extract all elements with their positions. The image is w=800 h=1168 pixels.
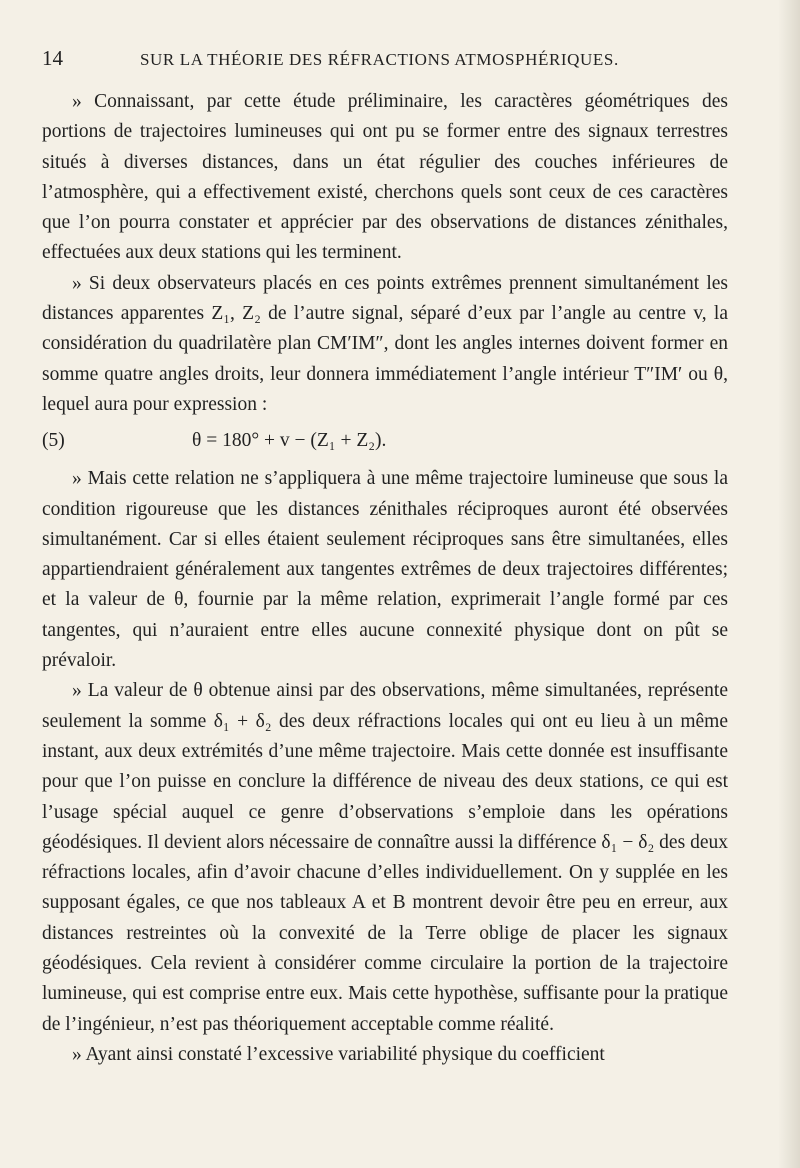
- paragraph-5: » Ayant ainsi constaté l’excessive variabilité physique du coefficient: [72, 1043, 605, 1065]
- paragraph-4: » La valeur de θ obtenue ainsi par des observations, même simultanées, représente seulement la somme δ₁ + δ₂ des deux réfractions locales qui ont eu lieu à un même instant, aux deux extrémités d’une même trajectoire. Mais cette donnée est insuffisante pour que l’on puisse en conclure la différence de niveau des deux stations, ce qui est l’usage spécial auquel ce genre d’observations s’emploie dans les opérations géodésiques. Il devient alors nécessaire de connaître aussi la différence δ₁ − δ₂ des deux réfractions locales, afin d’avoir chacune d’elles individuellement. On y supplée en les supposant égales, ce que nos tableaux A et B montrent devoir être peu en erreur, aux distances restreintes où la convexité de la Terre oblige de placer les signaux géodésiques. Cela revient à considérer comme circulaire la portion de la trajectoire lumineuse, qui est comprise entre eux. Mais cette hypothèse, suffisante pour la pratique de l’ingénieur, n’est pas théoriquement acceptable comme réalité.: [42, 680, 728, 1035]
- page-number: 14: [42, 46, 63, 70]
- paragraph-3: » Mais cette relation ne s’appliquera à une même trajectoire lumineuse que sous la condition rigoureuse que les distances zénithales réciproques auront été observées simultanément. Car si elles étaient seulement réciproques sans être simultanées, elles appartiendraient généralement aux tangentes extrêmes de deux trajectoires différentes; et la valeur de θ, fournie par la même relation, exprimerait l’angle formé par ces tangentes, qui n’auraient entre elles aucune connexité physique dont on pût se prévaloir.: [42, 468, 728, 672]
- paragraph-2: » Si deux observateurs placés en ces points extrêmes prennent simultanément les distances apparentes Z₁, Z₂ de l’autre signal, séparé d’eux par l’angle au centre v, la considération du quadrilatère plan CM′IM″, dont les angles internes doivent former en somme quatre angles droits, leur donnera immédiatement l’angle intérieur T″IM′ ou θ, lequel aura pour expression :: [42, 272, 728, 415]
- paragraph-1: » Connaissant, par cette étude préliminaire, les caractères géométriques des portions de trajectoires lumineuses qui ont pu se former entre des signaux terrestres situés à diverses distances, dans un état régulier des couches inférieures de l’atmosphère, qui a effectivement existé, cherchons quels sont ceux de ces caractères que l’on pourra constater et apprécier par des observations de distances zénithales, effectuées aux deux stations qui les terminent.: [42, 91, 728, 264]
- page-body: [42, 87, 728, 1070]
- equation-5: [42, 422, 728, 460]
- page-edge-shadow: [778, 0, 800, 1168]
- page-header: [42, 46, 728, 71]
- equation-number: (5): [42, 430, 65, 452]
- running-head: SUR LA THÉORIE DES RÉFRACTIONS ATMOSPHÉRIQUES.: [140, 50, 619, 69]
- equation-formula: θ = 180° + v − (Z₁ + Z₂).: [192, 430, 387, 452]
